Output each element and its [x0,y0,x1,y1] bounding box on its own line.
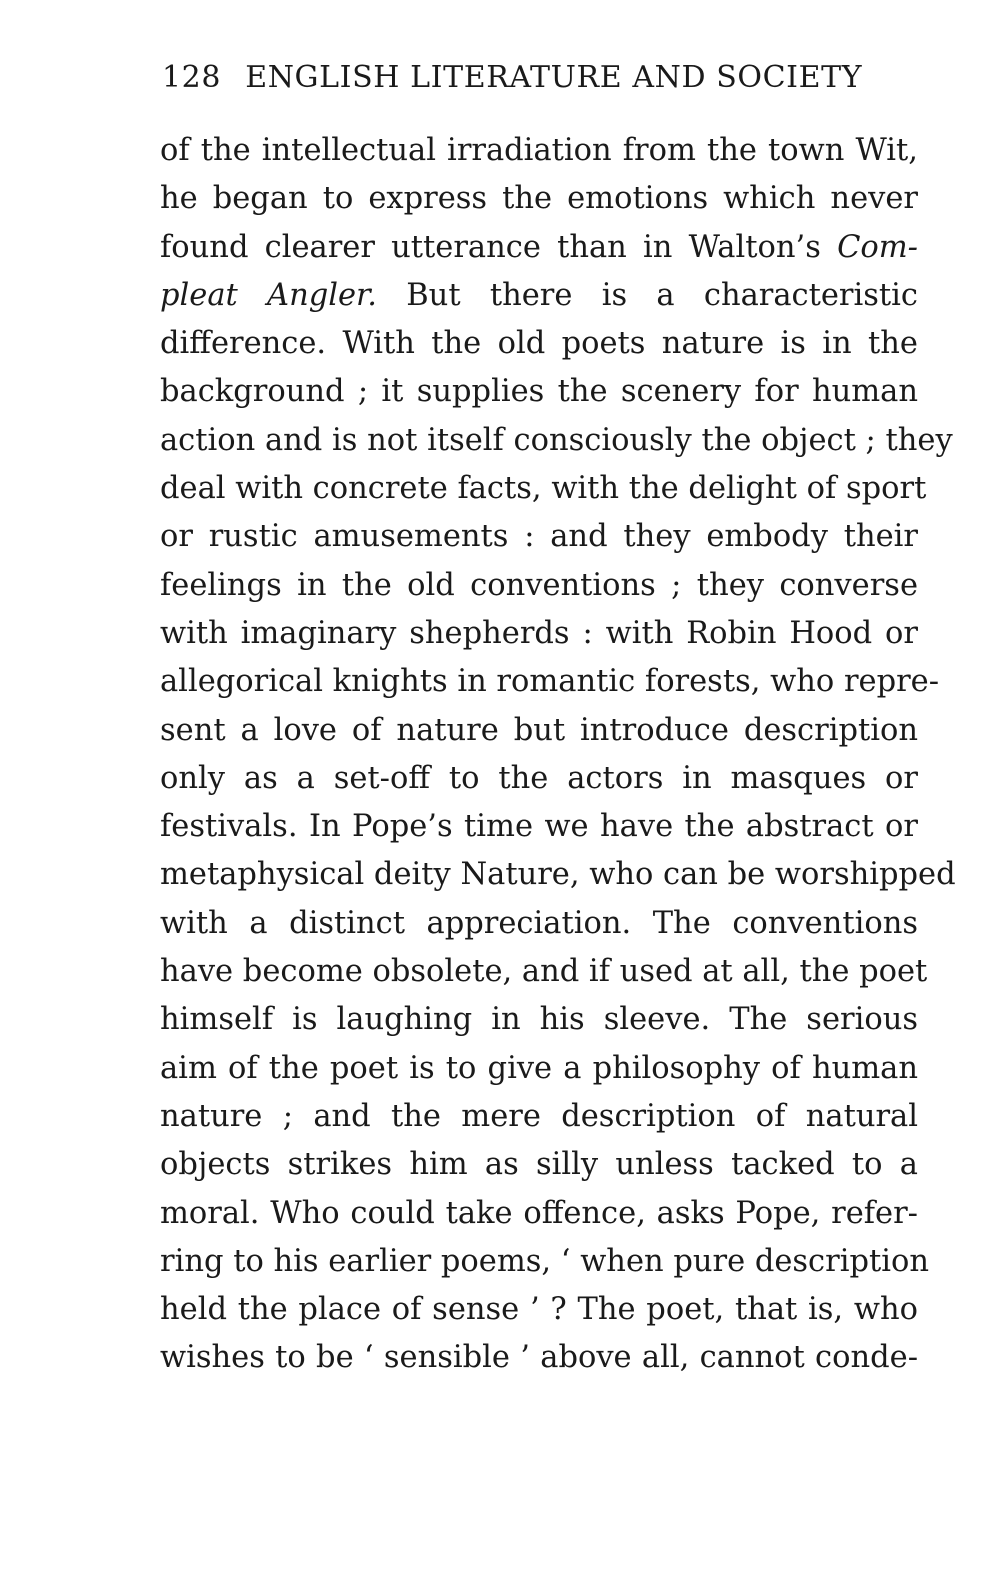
running-head [162,58,918,98]
text-line: with imaginary shepherds : with Robin Hood or [160,615,918,651]
text-line: or rustic amusements : and they embody their [160,519,918,555]
text-line: he began to express the emotions which never [160,181,918,217]
text-line: deal with concrete facts, with the delight of sport [160,471,927,507]
text-line: aim of the poet is to give a philosophy of human [160,1050,918,1086]
page-number: 128 [162,60,222,95]
text-line: wishes to be ‘ sensible ’ above all, cannot conde- [160,1340,918,1376]
text-line: with a distinct appreciation. The conventions [160,905,918,941]
text-line: background ; it supplies the scenery for human [160,374,918,410]
text-line: moral. Who could take offence, asks Pope, refer- [160,1195,918,1231]
text-line: allegorical knights in romantic forests, who repre- [160,664,940,700]
text-line-segment: found clearer utterance than in Walton’s [160,229,821,265]
text-line: action and is not itself consciously the object ; they [160,422,953,458]
text-line [160,272,918,320]
text-line [160,224,918,272]
italic-book-title-part-1: Com- [837,229,918,265]
text-line: feelings in the old conventions ; they converse [160,567,918,603]
text-line: ring to his earlier poems, ‘ when pure description [160,1243,930,1279]
text-line: difference. With the old poets nature is in the [160,326,918,362]
body-text [160,127,956,1383]
text-line-segment: But there is a characteristic [406,277,919,313]
text-line: himself is laughing in his sleeve. The serious [160,1002,918,1038]
text-line: have become obsolete, and if used at all, the poet [160,954,928,990]
text-line: festivals. In Pope’s time we have the abstract or [160,809,918,845]
running-title: ENGLISH LITERATURE AND SOCIETY [245,60,863,95]
italic-book-title-part-2: pleat Angler. [160,277,377,313]
text-line: nature ; and the mere description of natural [160,1098,918,1134]
text-line: of the intellectual irradiation from the town Wit, [160,133,918,168]
text-line: objects strikes him as silly unless tacked to a [160,1147,918,1183]
text-line: only as a set-off to the actors in masques or [160,760,918,796]
text-line: held the place of sense ’ ? The poet, that is, who [160,1292,918,1328]
text-line: sent a love of nature but introduce description [160,712,918,748]
text-line: metaphysical deity Nature, who can be worshipped [160,857,956,893]
